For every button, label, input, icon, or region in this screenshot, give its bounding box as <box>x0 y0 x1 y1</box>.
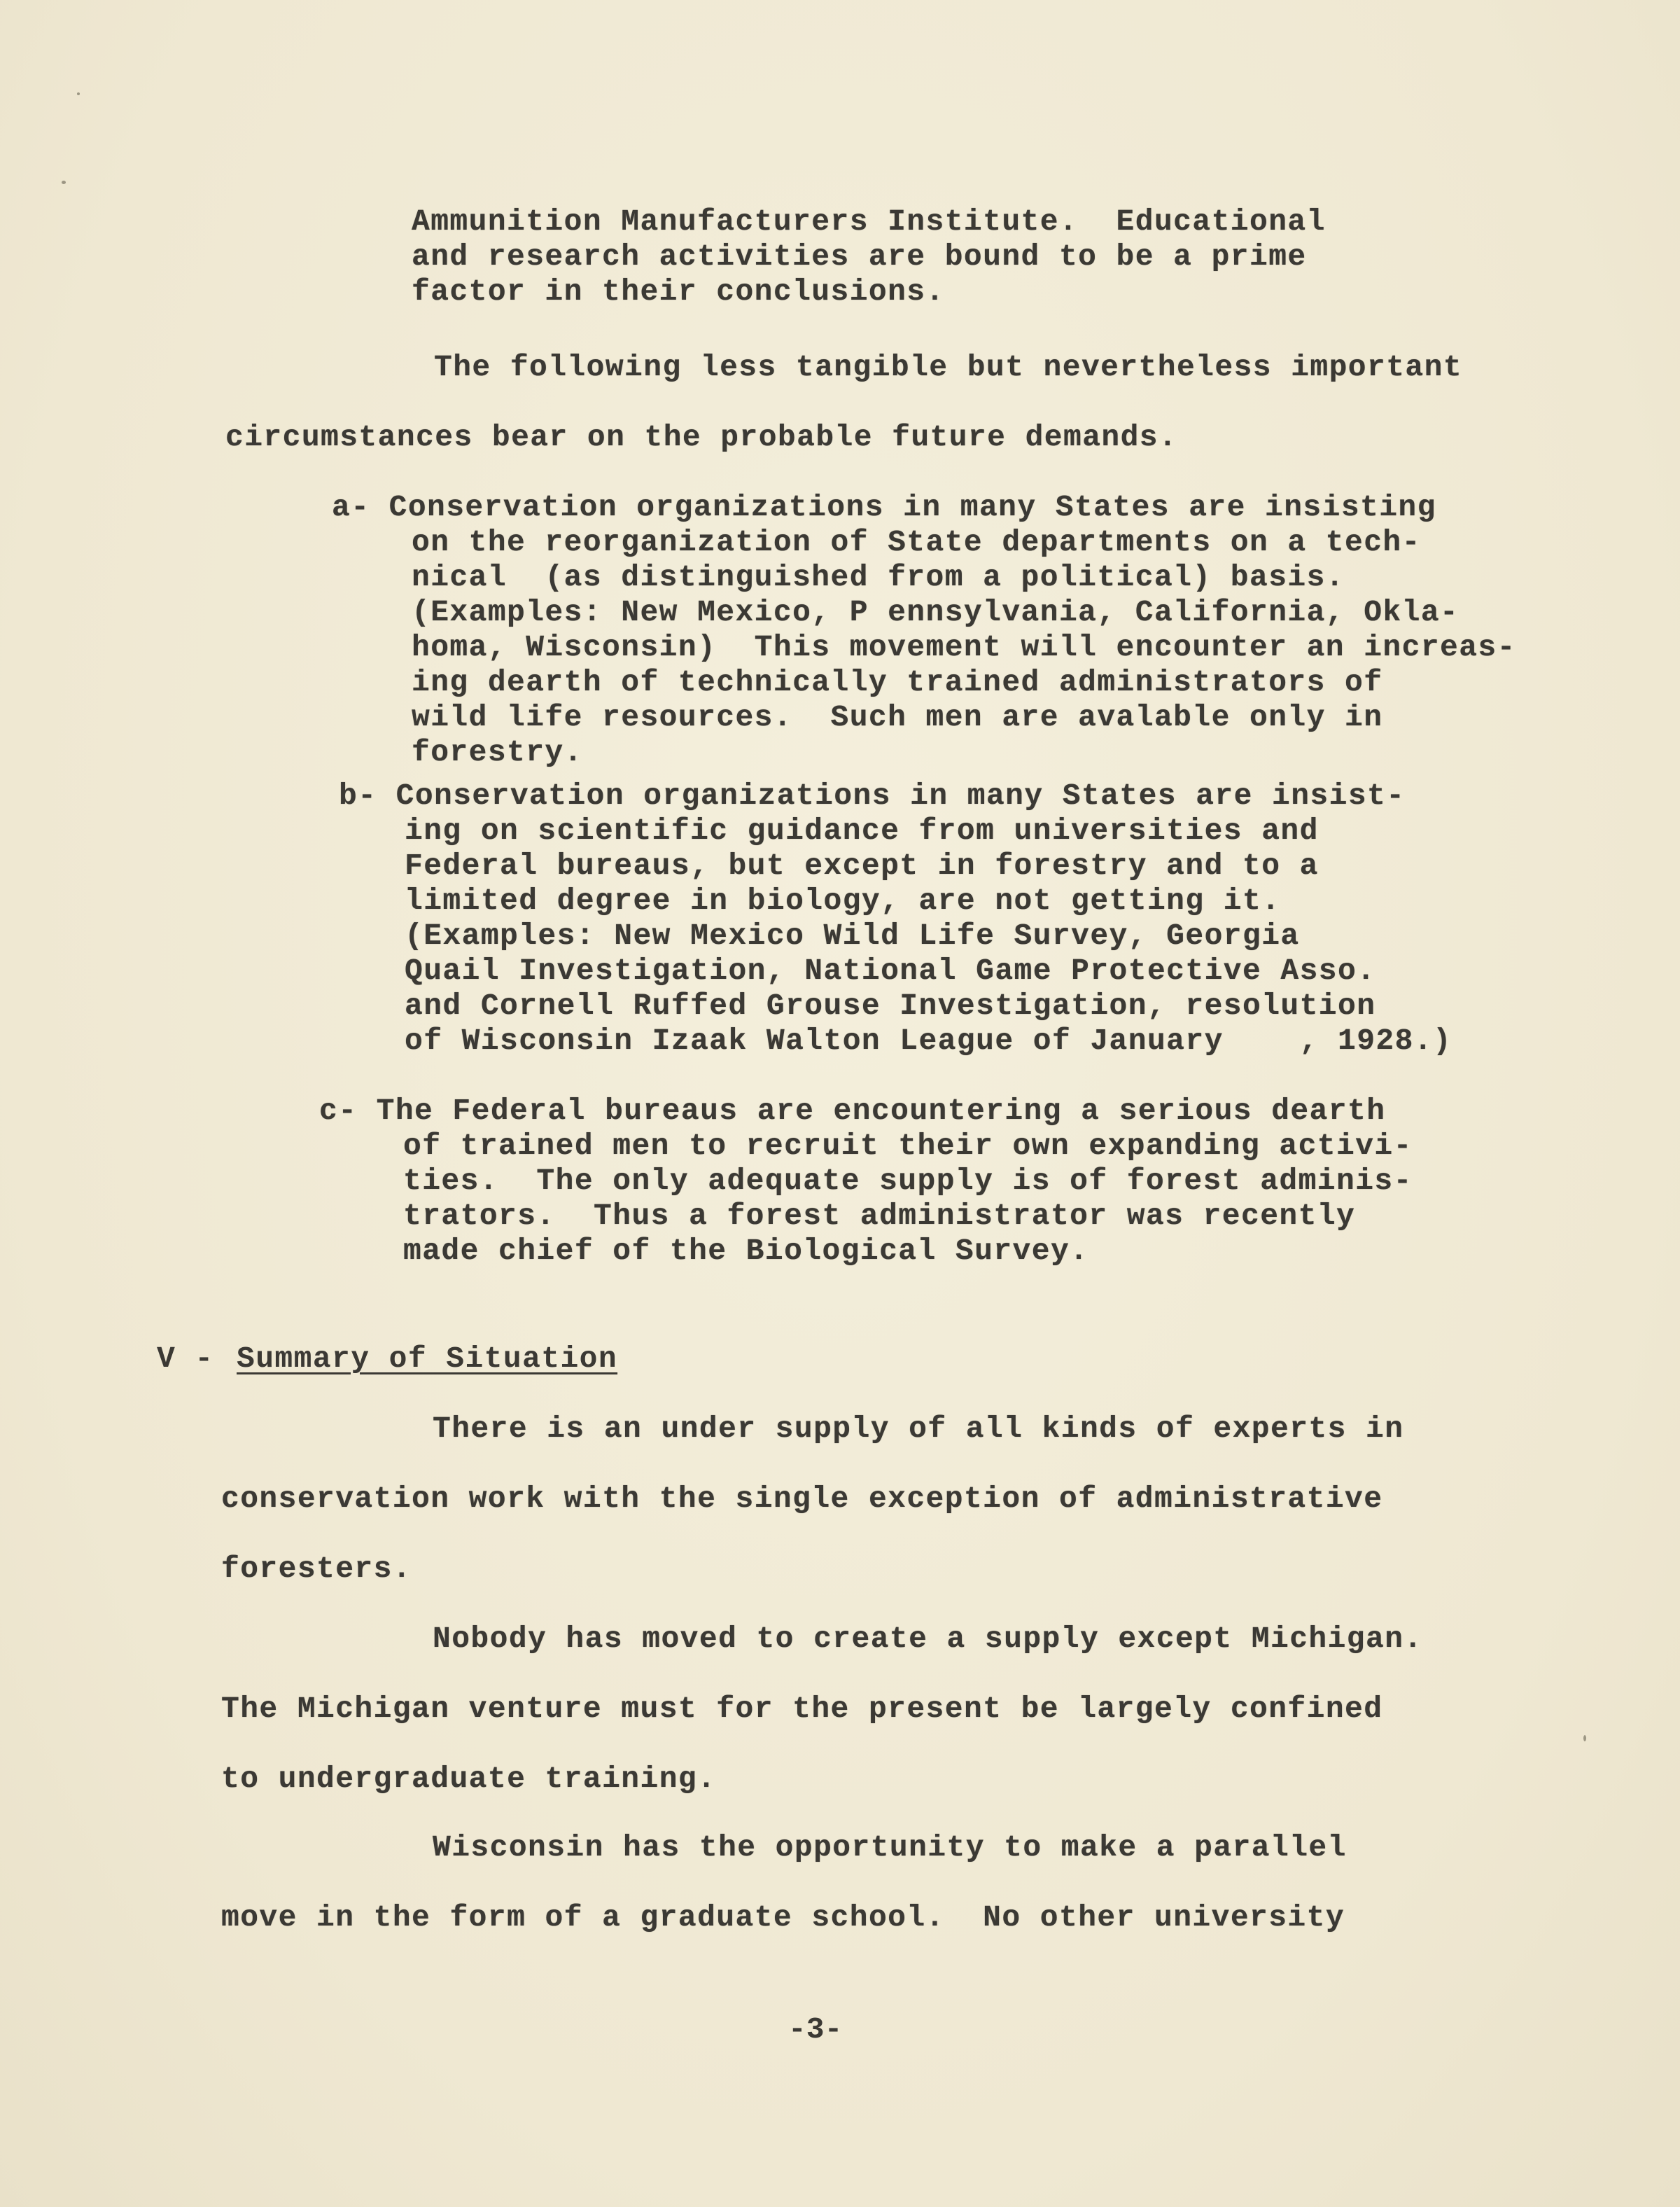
text-line: The following less tangible but nevertheless important <box>434 350 1463 384</box>
text-line: There is an under supply of all kinds of experts in <box>433 1412 1404 1446</box>
text-line: The Michigan venture must for the present be largely confined <box>221 1692 1383 1726</box>
text-line: forestry. <box>412 735 583 770</box>
text-line: Wisconsin has the opportunity to make a parallel <box>433 1830 1347 1865</box>
text-line: Federal bureaus, but except in forestry and to a <box>405 849 1319 883</box>
section-title: Summary of Situation <box>237 1342 618 1376</box>
text-line: a- Conservation organizations in many States are insisting <box>332 490 1436 524</box>
text-line: homa, Wisconsin) This movement will encounter an increas- <box>412 630 1516 664</box>
text-line: b- Conservation organizations in many States are insist- <box>339 779 1406 813</box>
section-number: V - <box>157 1342 233 1376</box>
text-line: nical (as distinguished from a political) basis. <box>412 560 1345 594</box>
text-line: made chief of the Biological Survey. <box>403 1234 1089 1268</box>
text-line: move in the form of a graduate school. No other university <box>221 1900 1345 1935</box>
text-line: Nobody has moved to create a supply except Michigan. <box>433 1622 1423 1656</box>
text-line: to undergraduate training. <box>221 1762 717 1796</box>
text-line: and research activities are bound to be a prime <box>412 239 1307 274</box>
text-line: limited degree in biology, are not getting it. <box>405 884 1281 918</box>
text-line: Ammunition Manufacturers Institute. Educational <box>412 204 1326 239</box>
text-line: foresters. <box>221 1552 412 1586</box>
text-line: of Wisconsin Izaak Walton League of January , 1928.) <box>405 1024 1452 1058</box>
paper-speck <box>77 92 80 95</box>
text-line: ties. The only adequate supply is of forest adminis- <box>403 1164 1413 1198</box>
text-line: (Examples: New Mexico Wild Life Survey, Georgia <box>405 919 1300 953</box>
text-line: conservation work with the single exception of administrative <box>221 1482 1383 1516</box>
text-line: factor in their conclusions. <box>412 274 945 309</box>
text-line: on the reorganization of State departments on a tech- <box>412 525 1421 559</box>
text-line: Quail Investigation, National Game Protective Asso. <box>405 954 1376 988</box>
text-line: ing on scientific guidance from universities and <box>405 814 1319 848</box>
paper-speck <box>1583 1735 1586 1741</box>
text-line: and Cornell Ruffed Grouse Investigation, resolution <box>405 989 1376 1023</box>
text-line: wild life resources. Such men are avalable only in <box>412 700 1383 734</box>
text-line: circumstances bear on the probable future demands. <box>225 420 1178 454</box>
page-number: -3- <box>788 2012 843 2047</box>
paper-speck <box>62 181 66 184</box>
text-line: trators. Thus a forest administrator was recently <box>403 1199 1356 1233</box>
text-line: ing dearth of technically trained administrators of <box>412 665 1383 699</box>
text-line: c- The Federal bureaus are encountering a serious dearth <box>319 1094 1386 1128</box>
text-line: of trained men to recruit their own expanding activi- <box>403 1129 1413 1163</box>
text-line: (Examples: New Mexico, P ennsylvania, California, Okla- <box>412 595 1460 629</box>
